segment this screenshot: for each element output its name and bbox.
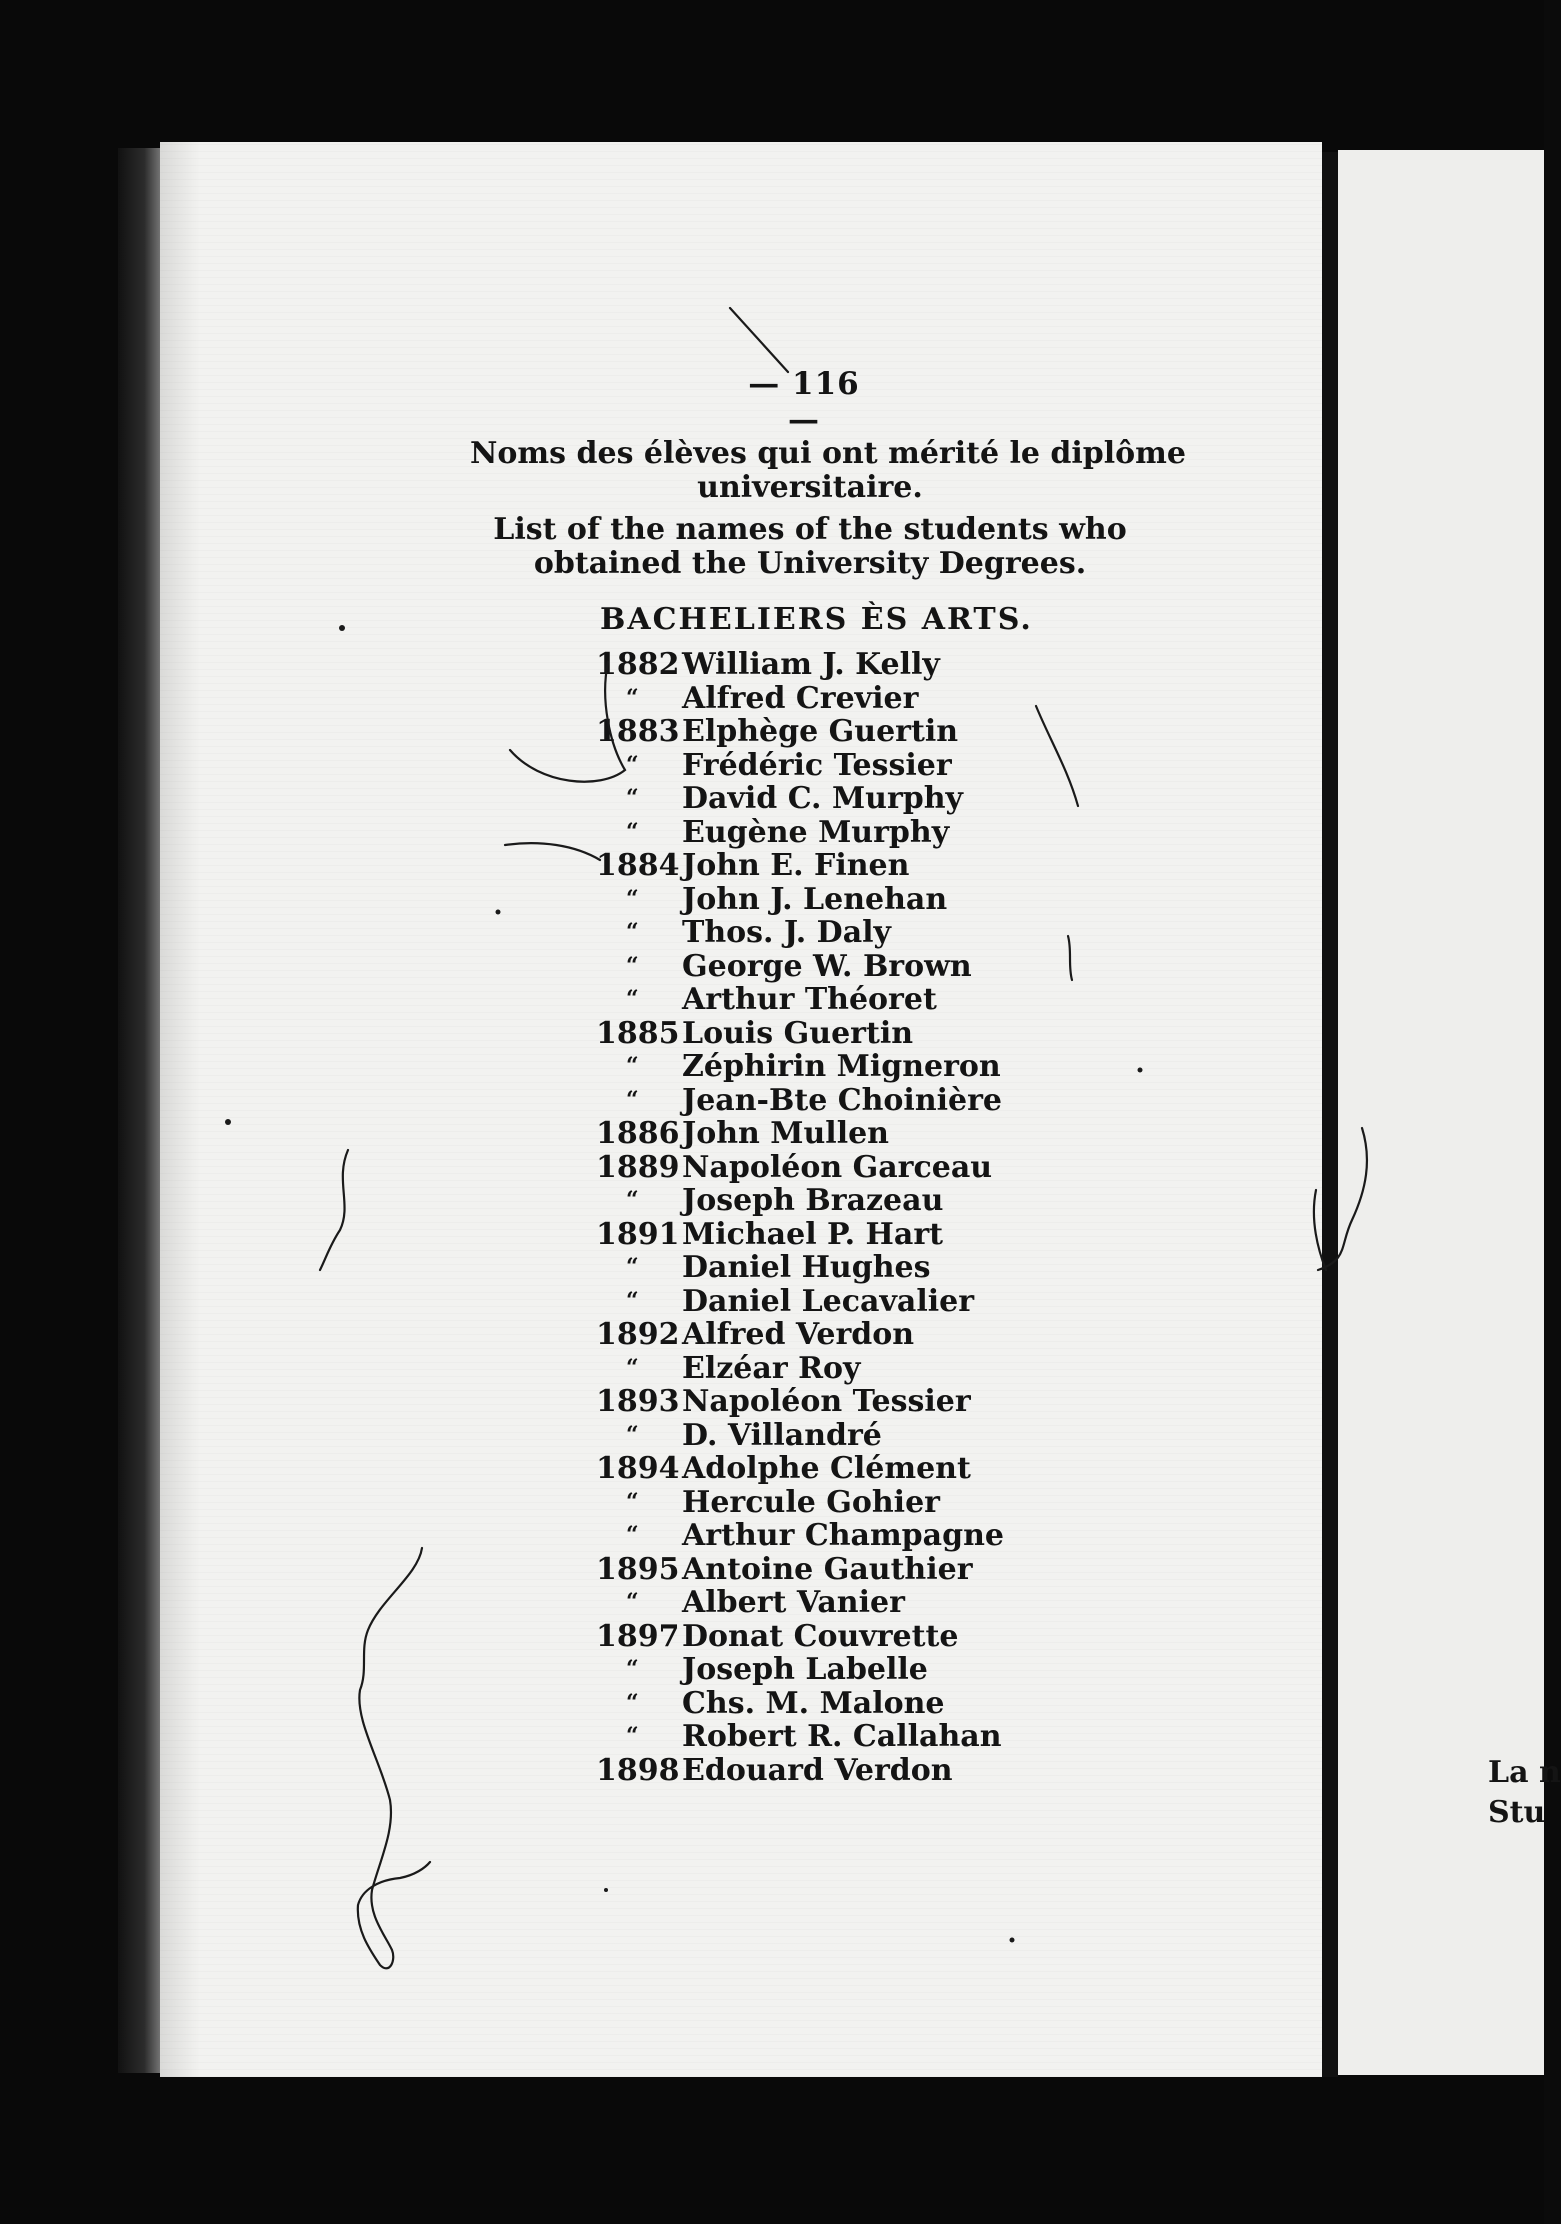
- graduate-name: Arthur Champagne: [682, 1518, 1004, 1553]
- graduation-year: 1897: [596, 1618, 680, 1654]
- graduate-name: Daniel Hughes: [682, 1250, 931, 1285]
- ditto-mark: “: [626, 785, 639, 811]
- graduate-row: [596, 1318, 1056, 1352]
- right-page-line-1: La n: [1488, 1755, 1561, 1790]
- graduate-name: George W. Brown: [682, 948, 972, 984]
- ditto-mark: “: [626, 1187, 639, 1213]
- graduate-row: [596, 1620, 1056, 1654]
- graduate-name: John J. Lenehan: [682, 881, 948, 917]
- graduate-row: [596, 1586, 1056, 1620]
- graduate-name: Frédéric Tessier: [682, 747, 952, 783]
- graduate-name: Alfred Verdon: [682, 1317, 915, 1352]
- graduate-name: Joseph Labelle: [682, 1652, 928, 1687]
- graduate-name: Edouard Verdon: [682, 1752, 953, 1788]
- graduate-row: [596, 883, 1056, 917]
- graduate-name: Chs. M. Malone: [682, 1685, 945, 1721]
- graduate-name: Alfred Crevier: [682, 680, 919, 716]
- ditto-mark: “: [626, 952, 639, 979]
- ditto-mark: “: [626, 986, 639, 1012]
- graduate-name: Albert Vanier: [682, 1585, 905, 1620]
- graduate-row: [596, 1519, 1056, 1553]
- graduate-row: [596, 916, 1056, 950]
- graduation-year: 1895: [596, 1551, 680, 1587]
- ditto-mark: “: [626, 818, 639, 845]
- graduate-row: [596, 1151, 1056, 1185]
- graduation-year: 1889: [596, 1149, 680, 1185]
- graduate-row: [596, 950, 1056, 984]
- ditto-mark: “: [626, 751, 639, 778]
- ditto-mark: “: [626, 1488, 639, 1515]
- graduation-year: 1891: [596, 1216, 680, 1252]
- graduate-name: Elphège Guertin: [682, 714, 959, 749]
- graduate-name: Elzéar Roy: [682, 1350, 861, 1386]
- graduate-row: [596, 715, 1056, 749]
- right-page-text: [1488, 1753, 1561, 1833]
- ditto-mark: “: [626, 885, 639, 912]
- graduate-row: [596, 1419, 1056, 1453]
- graduate-name: Napoléon Garceau: [682, 1149, 993, 1185]
- graduate-row: [596, 749, 1056, 783]
- heading-french-line-2: universitaire.: [697, 470, 923, 505]
- graduation-year: 1894: [596, 1451, 680, 1486]
- ditto-mark: “: [626, 919, 639, 945]
- ditto-mark: “: [626, 1354, 639, 1381]
- graduate-name: Donat Couvrette: [682, 1618, 959, 1654]
- graduation-year: 1885: [596, 1015, 680, 1051]
- ditto-mark: “: [626, 1723, 639, 1749]
- graduate-name: John E. Finen: [682, 848, 910, 883]
- graduate-row: [596, 1218, 1056, 1252]
- graduate-name: Hercule Gohier: [682, 1484, 940, 1520]
- heading-english-line-1: List of the names of the students who: [493, 512, 1127, 547]
- graduate-row: [596, 1486, 1056, 1520]
- graduate-name: Robert R. Callahan: [682, 1719, 1002, 1754]
- graduate-row: [596, 849, 1056, 883]
- graduate-row: [596, 1084, 1056, 1118]
- graduate-row: [596, 1251, 1056, 1285]
- graduation-year: 1883: [596, 714, 680, 749]
- graduate-row: [596, 1754, 1056, 1788]
- ditto-mark: “: [626, 1522, 639, 1548]
- graduate-name: Thos. J. Daly: [682, 915, 891, 950]
- page-number: — 116 —: [748, 366, 860, 438]
- ditto-mark: “: [626, 684, 639, 711]
- graduate-name: D. Villandré: [682, 1417, 882, 1453]
- heading-english-line-2: obtained the University Degrees.: [533, 546, 1087, 581]
- graduate-name: Adolphe Clément: [682, 1451, 971, 1486]
- graduate-row: [596, 1184, 1056, 1218]
- book-edge: [118, 148, 162, 2073]
- section-title: BACHELIERS ÈS ARTS.: [600, 602, 1033, 637]
- right-page-line-2: Stu: [1488, 1795, 1546, 1830]
- ditto-mark: “: [626, 1086, 639, 1113]
- graduate-row: [596, 682, 1056, 716]
- graduate-row: [596, 983, 1056, 1017]
- graduate-name: David C. Murphy: [682, 781, 963, 816]
- ditto-mark: “: [626, 1589, 639, 1615]
- graduate-row: [596, 1553, 1056, 1587]
- graduate-name: Arthur Théoret: [682, 982, 937, 1017]
- graduate-row: [596, 1017, 1056, 1051]
- heading-french-line-1: Noms des élèves qui ont mérité le diplôme: [470, 436, 1187, 471]
- ditto-mark: “: [626, 1656, 639, 1682]
- graduate-name: Daniel Lecavalier: [682, 1283, 975, 1319]
- graduate-name: Louis Guertin: [682, 1015, 914, 1051]
- graduate-name: Zéphirin Migneron: [682, 1049, 1001, 1084]
- ditto-mark: “: [626, 1421, 639, 1448]
- graduate-name: Napoléon Tessier: [682, 1384, 971, 1419]
- graduation-year: 1884: [596, 848, 680, 883]
- ditto-mark: “: [626, 1689, 639, 1716]
- ditto-mark: “: [626, 1254, 639, 1280]
- ditto-mark: “: [626, 1053, 639, 1079]
- graduate-row: [596, 1352, 1056, 1386]
- graduate-row: [596, 1117, 1056, 1151]
- graduate-row: [596, 648, 1056, 682]
- book-gutter: [1322, 152, 1338, 2077]
- graduate-row: [596, 1653, 1056, 1687]
- graduate-name: Antoine Gauthier: [682, 1551, 973, 1587]
- graduation-year: 1898: [596, 1752, 680, 1788]
- graduate-row: [596, 1720, 1056, 1754]
- graduation-year: 1886: [596, 1116, 680, 1151]
- graduate-row: [596, 1687, 1056, 1721]
- graduate-row: [596, 1050, 1056, 1084]
- graduate-name: Eugène Murphy: [682, 814, 950, 850]
- graduate-row: [596, 1385, 1056, 1419]
- graduate-name: William J. Kelly: [682, 647, 940, 682]
- graduate-row: [596, 782, 1056, 816]
- graduate-name: John Mullen: [682, 1116, 889, 1151]
- ditto-mark: “: [626, 1287, 639, 1314]
- graduation-year: 1893: [596, 1384, 680, 1419]
- graduate-name: Joseph Brazeau: [682, 1183, 944, 1218]
- graduate-name: Jean-Bte Choinière: [682, 1082, 1003, 1118]
- graduation-year: 1892: [596, 1317, 680, 1352]
- graduation-year: 1882: [596, 647, 680, 682]
- graduate-name: Michael P. Hart: [682, 1216, 943, 1252]
- graduate-list: [596, 648, 1056, 1787]
- graduate-row: [596, 1285, 1056, 1319]
- graduate-row: [596, 816, 1056, 850]
- graduate-row: [596, 1452, 1056, 1486]
